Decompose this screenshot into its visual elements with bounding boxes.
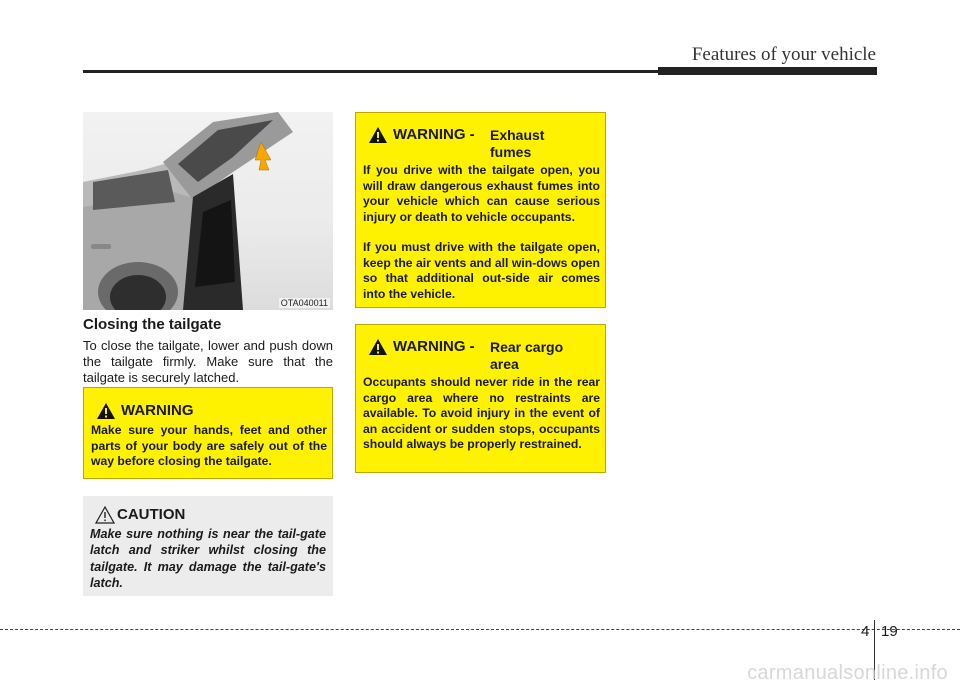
car-illustration (83, 112, 333, 310)
figure-code: OTA040011 (280, 298, 328, 308)
section-body: To close the tailgate, lower and push down the tailgate firmly. Make sure that the tailgate is securely latched. (83, 338, 333, 385)
header-rule (83, 70, 658, 73)
warning-box-exhaust (355, 112, 606, 308)
warning-subject-line2: fumes (490, 144, 532, 160)
warning-paragraph-2: If you must drive with the tailgate open, keep the air vents and all win-dows open so that additional out-side air comes into the vehicle. (363, 240, 600, 301)
warning-body: Make sure your hands, feet and other parts of your body are safely out of the way before closing the tailgate. (91, 423, 327, 469)
watermark: carmanualsonline.info (747, 662, 948, 684)
chapter-number: 4 (861, 623, 870, 640)
warning-body: Occupants should never ride in the rear cargo area where no restraints are available. To avoid injury in the event of an accident or sudden stops, occupants should always be properly restrained. (363, 375, 600, 452)
warning-title: WARNING (121, 402, 194, 419)
caution-box (83, 496, 333, 596)
warning-triangle-icon (96, 402, 116, 420)
tailgate-photo (83, 112, 333, 310)
warning-subject-line1: Rear cargo (490, 339, 564, 355)
warning-box-hands (83, 387, 333, 479)
warning-subject-line1: Exhaust (490, 127, 545, 143)
warning-label: WARNING - (393, 338, 475, 355)
caution-triangle-icon (95, 506, 115, 524)
page-number: 19 (881, 623, 898, 640)
warning-label: WARNING - (393, 126, 475, 143)
header-title: Features of your vehicle (691, 44, 876, 65)
warning-paragraph-1: If you drive with the tailgate open, you will draw dangerous exhaust fumes into your vehicle which can cause serious injury or death to vehicle occupants. (363, 163, 600, 224)
header-rule-accent (658, 67, 877, 75)
warning-subject-line2: area (490, 356, 519, 372)
caution-title: CAUTION (117, 506, 186, 523)
footer-rule (0, 629, 960, 630)
caution-body: Make sure nothing is near the tail-gate latch and striker whilst closing the tailgate. It may damage the tail-gate's latch. (90, 527, 326, 591)
section-heading: Closing the tailgate (83, 316, 222, 333)
warning-box-cargo (355, 324, 606, 473)
warning-triangle-icon (368, 338, 388, 356)
warning-triangle-icon (368, 126, 388, 144)
